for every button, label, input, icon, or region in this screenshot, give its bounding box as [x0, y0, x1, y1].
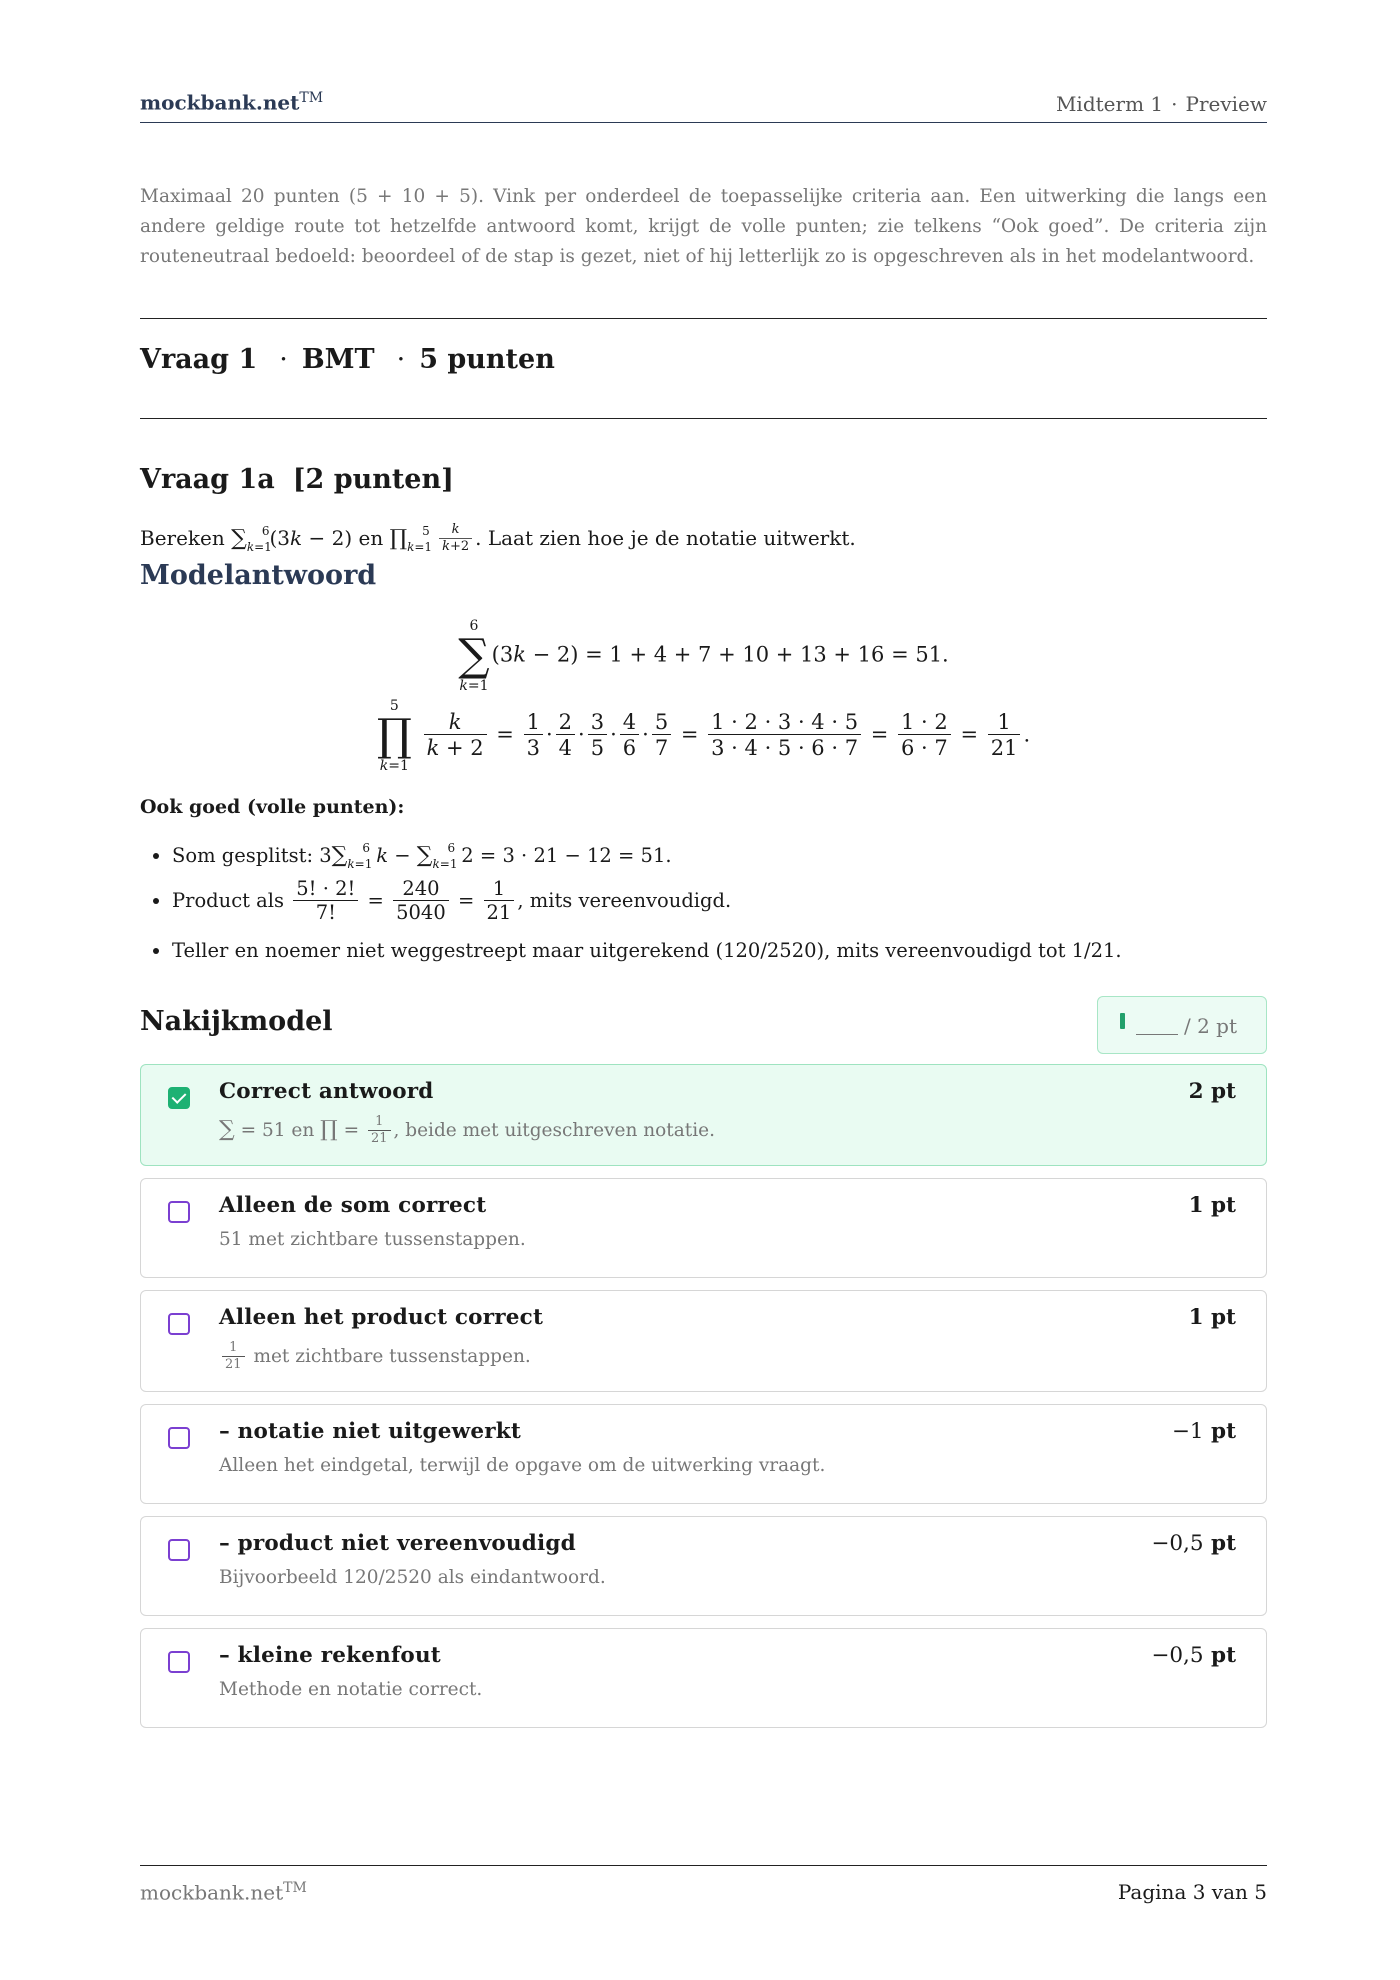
- subquestion-title: Vraag 1a [2 punten]: [140, 464, 454, 495]
- running-header: [140, 88, 1267, 123]
- checkbox-icon[interactable]: [168, 1201, 190, 1223]
- page: [140, 0, 1267, 1980]
- criterion-points: 1 pt: [1188, 1193, 1236, 1218]
- criterion-simplify-deduction[interactable]: [140, 1516, 1267, 1616]
- criterion-points: −0,5 pt: [1151, 1643, 1236, 1668]
- model-answer-heading: Modelantwoord: [140, 560, 377, 591]
- list-item: • Som gesplitst: $3\sum_{k=1}^6$ $k - \sum_{k=1}^6$ 2 = 3 · 21 − 12 = 51.: [172, 828, 1122, 872]
- score-input[interactable]: [1097, 996, 1267, 1054]
- criterion-title: Correct antwoord: [219, 1079, 434, 1104]
- checkbox-icon[interactable]: [168, 1313, 190, 1335]
- ok-heading: Ook goed (volle punten):: [140, 796, 405, 818]
- ok-list: [140, 828, 1122, 968]
- criterion-points: −0,5 pt: [1151, 1531, 1236, 1556]
- score-blank[interactable]: [1136, 1034, 1178, 1035]
- divider: [140, 418, 1267, 419]
- score-max: / 2 pt: [1184, 1014, 1238, 1038]
- checkbox-icon[interactable]: [168, 1539, 190, 1561]
- criterion-title: Alleen het product correct: [219, 1305, 544, 1330]
- sum-equation: 6 ∑ k=1 (3k − 2) = 1 + 4 + 7 + 10 + 13 + 16 = 51.: [458, 618, 949, 694]
- checkbox-icon[interactable]: [168, 1651, 190, 1673]
- header-mode: Preview: [1185, 92, 1267, 116]
- criterion-desc: 51 met zichtbare tussenstappen.: [219, 1229, 526, 1250]
- criterion-notation-deduction[interactable]: [140, 1404, 1267, 1504]
- score-marker-icon: [1120, 1013, 1125, 1029]
- criterion-calc-error-deduction[interactable]: [140, 1628, 1267, 1728]
- criterion-points: 2 pt: [1188, 1079, 1236, 1104]
- criterion-points: −1 pt: [1171, 1419, 1236, 1444]
- criterion-title: – notatie niet uitgewerkt: [219, 1419, 522, 1444]
- footer-divider: [140, 1865, 1267, 1866]
- intro-text: Maximaal 20 punten (5 + 10 + 5). Vink per onderdeel de toepasselijke criteria aan. Een uitwerking die langs een andere geldige route tot hetzelfde antwoord komt, krijgt de volle punten; zie telkens “Ook goed”. De criteria zijn routeneutraal bedoeld: beoordeel of de stap is gezet, niet of hij letterlijk zo is opgeschreven als in het modelantwoord.: [140, 186, 1267, 267]
- criterion-title: Alleen de som correct: [219, 1193, 487, 1218]
- list-item: • Teller en noemer niet weggestreept maar uitgerekend (120/2520), mits vereenvoudigd tot 1/21.: [172, 928, 1122, 968]
- criterion-desc: Bijvoorbeeld 120/2520 als eindantwoord.: [219, 1567, 606, 1588]
- question-title: Vraag 1 · BMT · 5 punten: [140, 344, 555, 375]
- footer-brand: mockbank.net™: [140, 1880, 307, 1905]
- criterion-points: 1 pt: [1188, 1305, 1236, 1330]
- list-item: • Product als $\frac{5! \cdot 2!}{7!}$ = $\frac{240}{5040}$ = $\frac{1}{21}$ , mits vereenvoudigd.: [172, 872, 1122, 928]
- header-doc-title: Midterm 1: [1055, 92, 1164, 116]
- divider: [140, 318, 1267, 319]
- criterion-title: – product niet vereenvoudigd: [219, 1531, 576, 1556]
- criterion-desc: Methode en notatie correct.: [219, 1679, 483, 1700]
- criterion-desc: Alleen het eindgetal, terwijl de opgave om de uitwerking vraagt.: [219, 1455, 826, 1476]
- criterion-sum-only[interactable]: [140, 1178, 1267, 1278]
- criterion-correct-answer[interactable]: [140, 1064, 1267, 1166]
- criterion-title: – kleine rekenfout: [219, 1643, 441, 1668]
- criterion-product-only[interactable]: [140, 1290, 1267, 1392]
- checkbox-checked-icon[interactable]: [168, 1087, 190, 1109]
- criterion-desc: ∑ = 51 en ∏ = $\frac{1}{21}$ , beide met uitgeschreven notatie.: [219, 1114, 715, 1146]
- brand-logo: mockbank.net™: [140, 90, 324, 115]
- product-equation: 5 ∏ k=1 $\frac{k}{k + 2}$ = $\frac{1}{3}$ · $\frac{2}{4}$ · $\frac{3}{5}$ · $\frac{4}{6}$ · $\frac{5}{7}$ = $\frac{1 \cdot 2 \cdot 3 \cdot 4 \cdot 5}{3 \cdot 4 \cdot 5 \cdot 6 \cdot 7}$ = $\frac{1 \cdot 2}{6 \cdot 7}$ = $\frac{1}{21}$ .: [376, 698, 1031, 774]
- page-number: Pagina 3 van 5: [1117, 1880, 1267, 1904]
- checkbox-icon[interactable]: [168, 1427, 190, 1449]
- criterion-desc: $\frac{1}{21}$ met zichtbare tussenstappen.: [219, 1341, 531, 1373]
- task-text: Bereken $\sum_{k=1}^6(3k - 2)$ en $\prod_{k=1}^5$ $\frac{k}{k+2}$ . Laat zien hoe je de notatie uitwerkt.: [140, 522, 856, 555]
- grading-heading: Nakijkmodel: [140, 1006, 333, 1037]
- header-doc-info: Midterm 1 · Preview: [1055, 92, 1267, 116]
